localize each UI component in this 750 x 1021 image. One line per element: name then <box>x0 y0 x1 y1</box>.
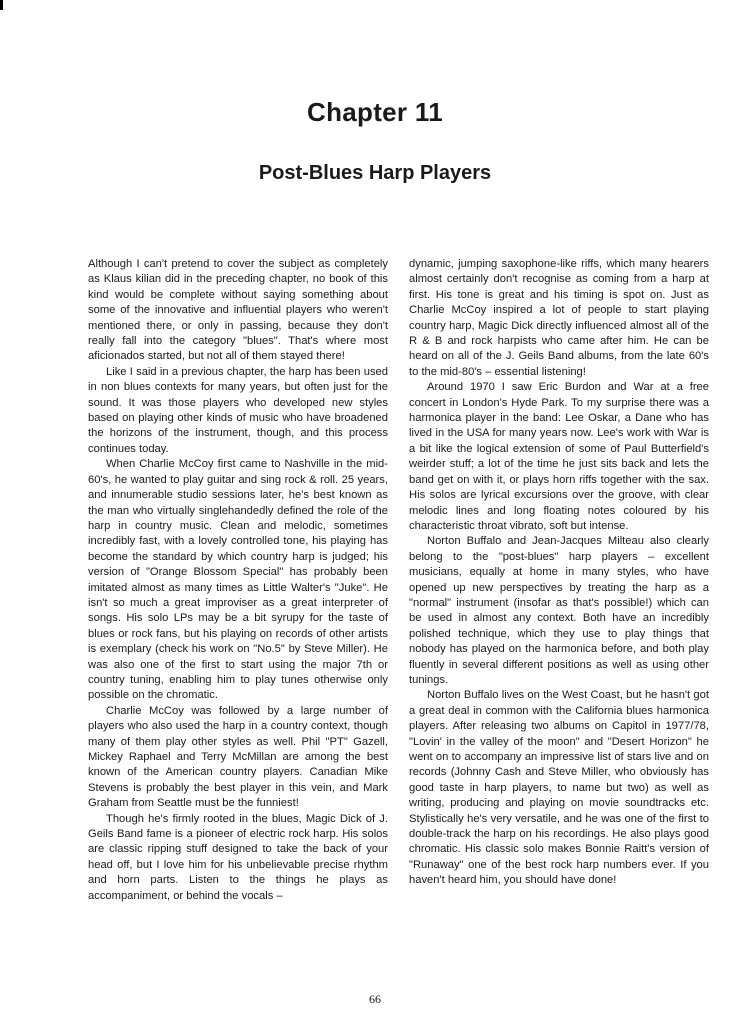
paragraph: Like I said in a previous chapter, the harp has been used in non blues contexts for many years, but often just for the sound. It was those players who developed new styles based on playing other kinds of music who have broadened the horizons of the instrument, though, and this process continues today. <box>88 365 388 455</box>
right-text-column <box>409 257 709 889</box>
paragraph: Though he's firmly rooted in the blues, Magic Dick of J. Geils Band fame is a pioneer of electric rock harp. His solos are classic ripping stuff designed to take the back of your head off, but I love him for his unbelievable precise rhythm and horn parts. Listen to the things he plays as accompaniment, or behind the vocals – <box>88 812 388 902</box>
chapter-subtitle: Post-Blues Harp Players <box>258 161 492 184</box>
chapter-title: Chapter 11 <box>307 97 443 128</box>
paragraph: dynamic, jumping saxophone-like riffs, which many hearers almost certainly don't recognise as coming from a harp at first. His tone is great and his timing is spot on. Just as Charlie McCoy inspired a lot of people to start playing country harp, Magic Dick directly influenced almost all of the R & B and rock harpists who came after him. He can be heard on all of the J. Geils Band albums, from the late 60's to the mid-80's – essential listening! <box>409 258 709 378</box>
left-text-column <box>88 257 388 904</box>
paragraph: When Charlie McCoy first came to Nashville in the mid-60's, he wanted to play guitar and sing rock & roll. 25 years, and innumerable studio sessions later, he's best known as the man who virtually singlehandedly defined the role of the harp in country music. Clean and melodic, sometimes incredibly fast, with a lovely controlled tone, his playing has become the standard by which country harp is judged; his version of "Orange Blossom Special" has probably been imitated almost as many times as Little Walter's "Juke". He isn't so much a great improviser as a great interpreter of songs. His solo LPs may be a bit syrupy for the taste of blues or rock fans, but his playing on records of other artists is exemplary (check his work on "No.5" by Steve Miller). He was also one of the first to start using the major 7th or country tuning, enabling him to play tunes otherwise only possible on the chromatic. <box>88 458 388 702</box>
paragraph: Norton Buffalo lives on the West Coast, but he hasn't got a great deal in common with the California blues harmonica players. After releasing two albums on Capitol in 1977/78, "Lovin' in the valley of the moon" and "Desert Horizon" he went on to accompany an impressive list of stars live and on records (Johnny Cash and Steve Miller, who obviously has good taste in harp players, to name but two) as well as writing, producing and playing on movie soundtracks etc. Stylistically he's very versatile, and he was one of the first to double-track the harp on his recordings. He also plays good chromatic. His classic solo makes Bonnie Raitt's version of "Runaway" one of the best rock harp numbers ever. If you haven't heard him, you should have done! <box>409 689 709 887</box>
paragraph: Charlie McCoy was followed by a large number of players who also used the harp in a country context, though many of them play other styles as well. Phil "PT" Gazell, Mickey Raphael and Terry McMillan are among the best known of the American country players. Canadian Mike Stevens is probably the best player in this vein, and Mark Graham from Seattle must be the funniest! <box>88 704 388 810</box>
paragraph: Although I can't pretend to cover the subject as completely as Klaus kilian did in the preceding chapter, no book of this kind would be complete without saying something about some of the innovative and influential players who weren't mentioned there, or only in passing, because they don't really fall into the category "blues". That's where most aficionados started, but not all of them stayed there! <box>88 258 388 363</box>
paragraph: Around 1970 I saw Eric Burdon and War at a free concert in London's Hyde Park. To my surprise there was a harmonica player in the band: Lee Oskar, a Dane who has lived in the USA for many years now. Lee's work with War is a bit like the logical extension of some of Paul Butterfield's weirder stuff; a lot of the time he just sits back and lets the band get on with it, or plays horn riffs together with the sax. His solos are lyrical excursions over the groove, with clear melodic lines and long floating notes coloured by his characteristic throat vibrato, soft but intense. <box>409 381 709 532</box>
paragraph: Norton Buffalo and Jean-Jacques Milteau also clearly belong to the "post-blues" harp players – excellent musicians, equally at home in many styles, who have opened up new perspectives by treating the harp as a "normal" instrument (insofar as that's possible!) which can be used in almost any context. Both have an incredibly polished technique, which they use to play things that nobody has played on the harmonica before, and both play fluently in several different positions as well as using other tunings. <box>409 535 709 686</box>
page-edge-mark <box>0 0 3 10</box>
page-number: 66 <box>369 992 381 1006</box>
